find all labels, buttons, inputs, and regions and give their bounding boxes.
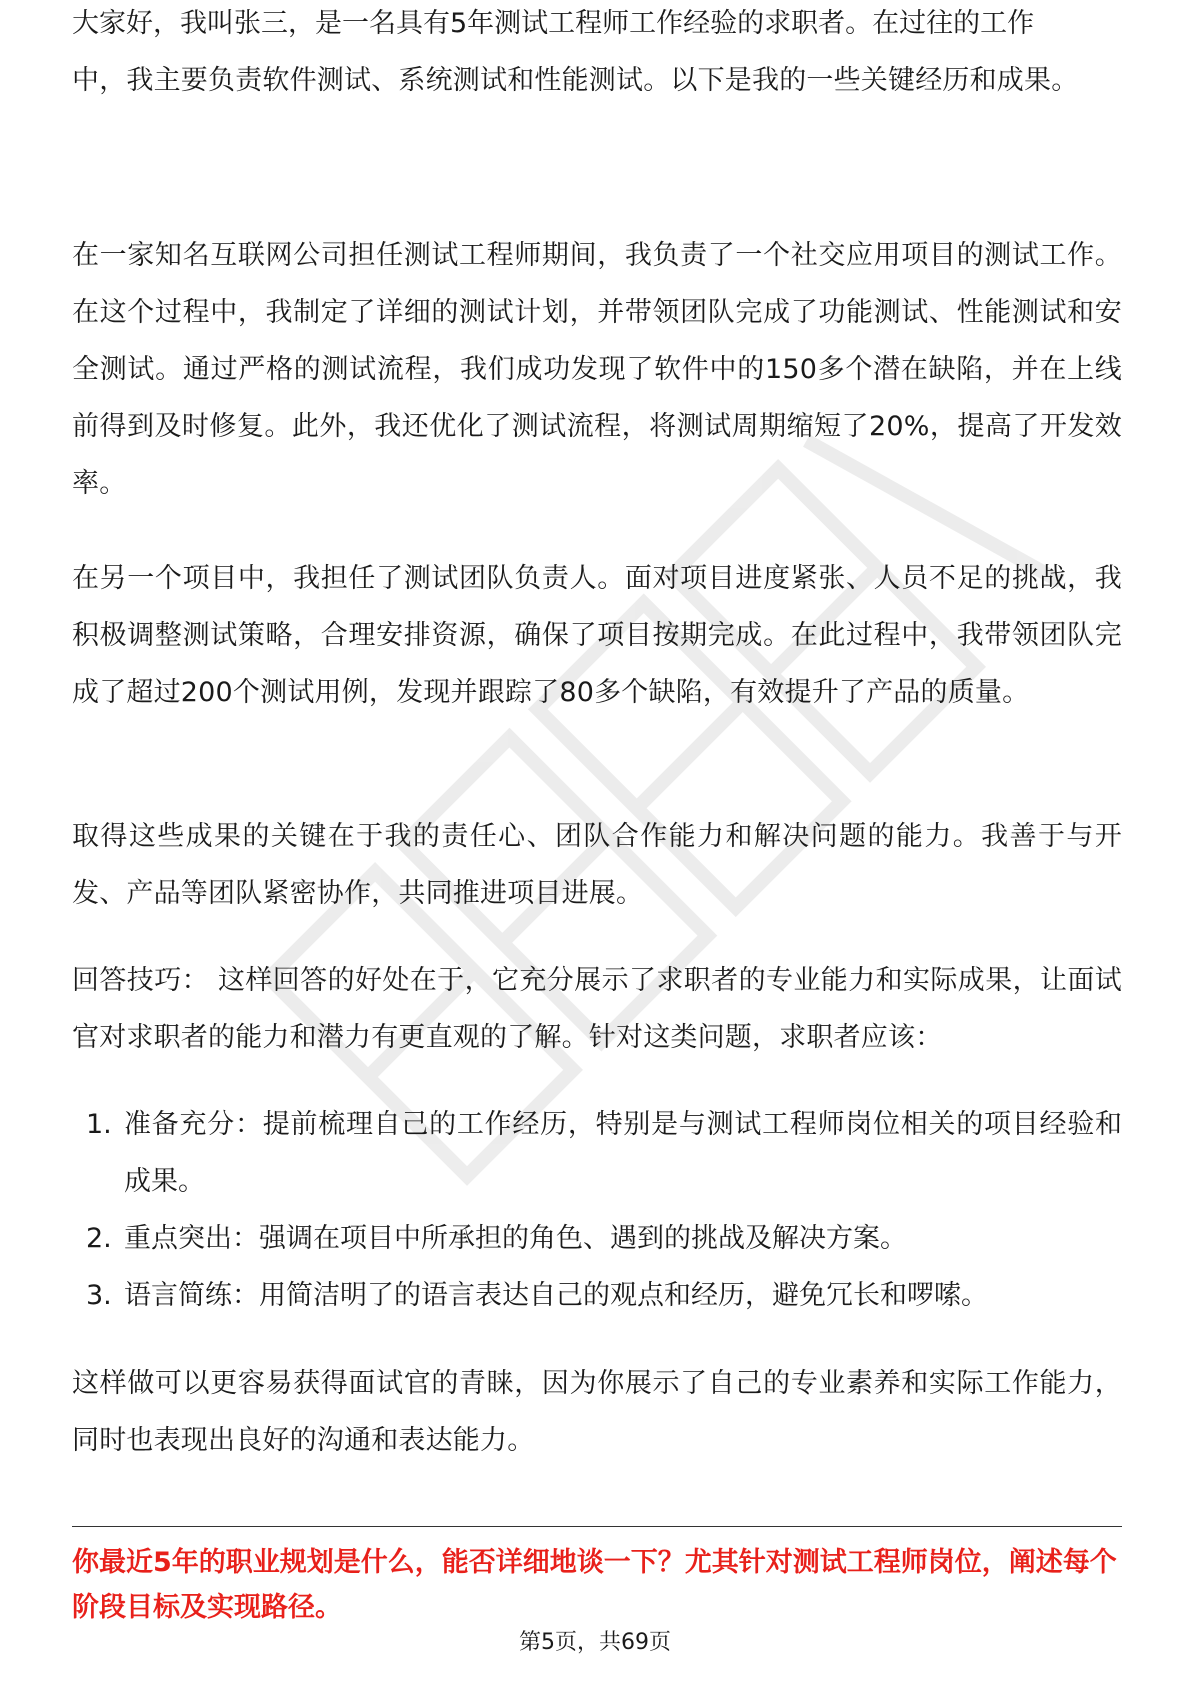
list-item-text: 语言简练：用简洁明了的语言表达自己的观点和经历，避免冗长和啰嗦。 xyxy=(124,1280,988,1311)
experience-paragraph-2: 在另一个项目中，我担任了测试团队负责人。面对项目进度紧张、人员不足的挑战，我积极调整测试策略，合理安排资源，确保了项目按期完成。在此过程中，我带领团队完成了超过200个测试用例，发现并跟踪了80多个缺陷，有效提升了产品的质量。 xyxy=(72,563,1122,708)
key-factors-paragraph: 取得这些成果的关键在于我的责任心、团队合作能力和解决问题的能力。我善于与开发、产品等团队紧密协作，共同推进项目进展。 xyxy=(72,821,1122,909)
list-item xyxy=(72,1267,1122,1324)
intro-paragraph: 中，我主要负责软件测试、系统测试和性能测试。以下是我的一些关键经历和成果。 xyxy=(72,65,1079,96)
experience-paragraph-1: 在一家知名互联网公司担任测试工程师期间，我负责了一个社交应用项目的测试工作。在这个过程中，我制定了详细的测试计划，并带领团队完成了功能测试、性能测试和安全测试。通过严格的测试流程，我们成功发现了软件中的150多个潜在缺陷，并在上线前得到及时修复。此外，我还优化了测试流程，将测试周期缩短了20%，提高了开发效率。 xyxy=(72,240,1122,499)
cut-off-text: 大家好，我叫张三，是一名具有5年测试工程师工作经验的求职者。在过往的工作 xyxy=(72,8,1035,39)
page-footer: 第5页，共69页 xyxy=(519,1630,671,1655)
list-item-number: 1. xyxy=(86,1109,112,1140)
list-item xyxy=(72,1096,1122,1210)
list-item-text: 准备充分：提前梳理自己的工作经历，特别是与测试工程师岗位相关的项目经验和成果。 xyxy=(124,1109,1122,1197)
list-item-number: 3. xyxy=(86,1280,112,1311)
tips-list xyxy=(72,1096,1122,1324)
conclusion-paragraph: 这样做可以更容易获得面试官的青睐，因为你展示了自己的专业素养和实际工作能力，同时也表现出良好的沟通和表达能力。 xyxy=(72,1368,1122,1456)
next-question-heading: 你最近5年的职业规划是什么，能否详细地谈一下？尤其针对测试工程师岗位，阐述每个阶段目标及实现路径。 xyxy=(72,1547,1117,1623)
answer-tips-paragraph: 回答技巧： 这样回答的好处在于，它充分展示了求职者的专业能力和实际成果，让面试官对求职者的能力和潜力有更直观的了解。针对这类问题，求职者应该： xyxy=(72,965,1122,1053)
list-item xyxy=(72,1210,1122,1267)
list-item-number: 2. xyxy=(86,1223,112,1254)
list-item-text: 重点突出：强调在项目中所承担的角色、遇到的挑战及解决方案。 xyxy=(124,1223,907,1254)
cut-off-line xyxy=(72,8,1122,52)
section-divider xyxy=(72,1526,1122,1527)
